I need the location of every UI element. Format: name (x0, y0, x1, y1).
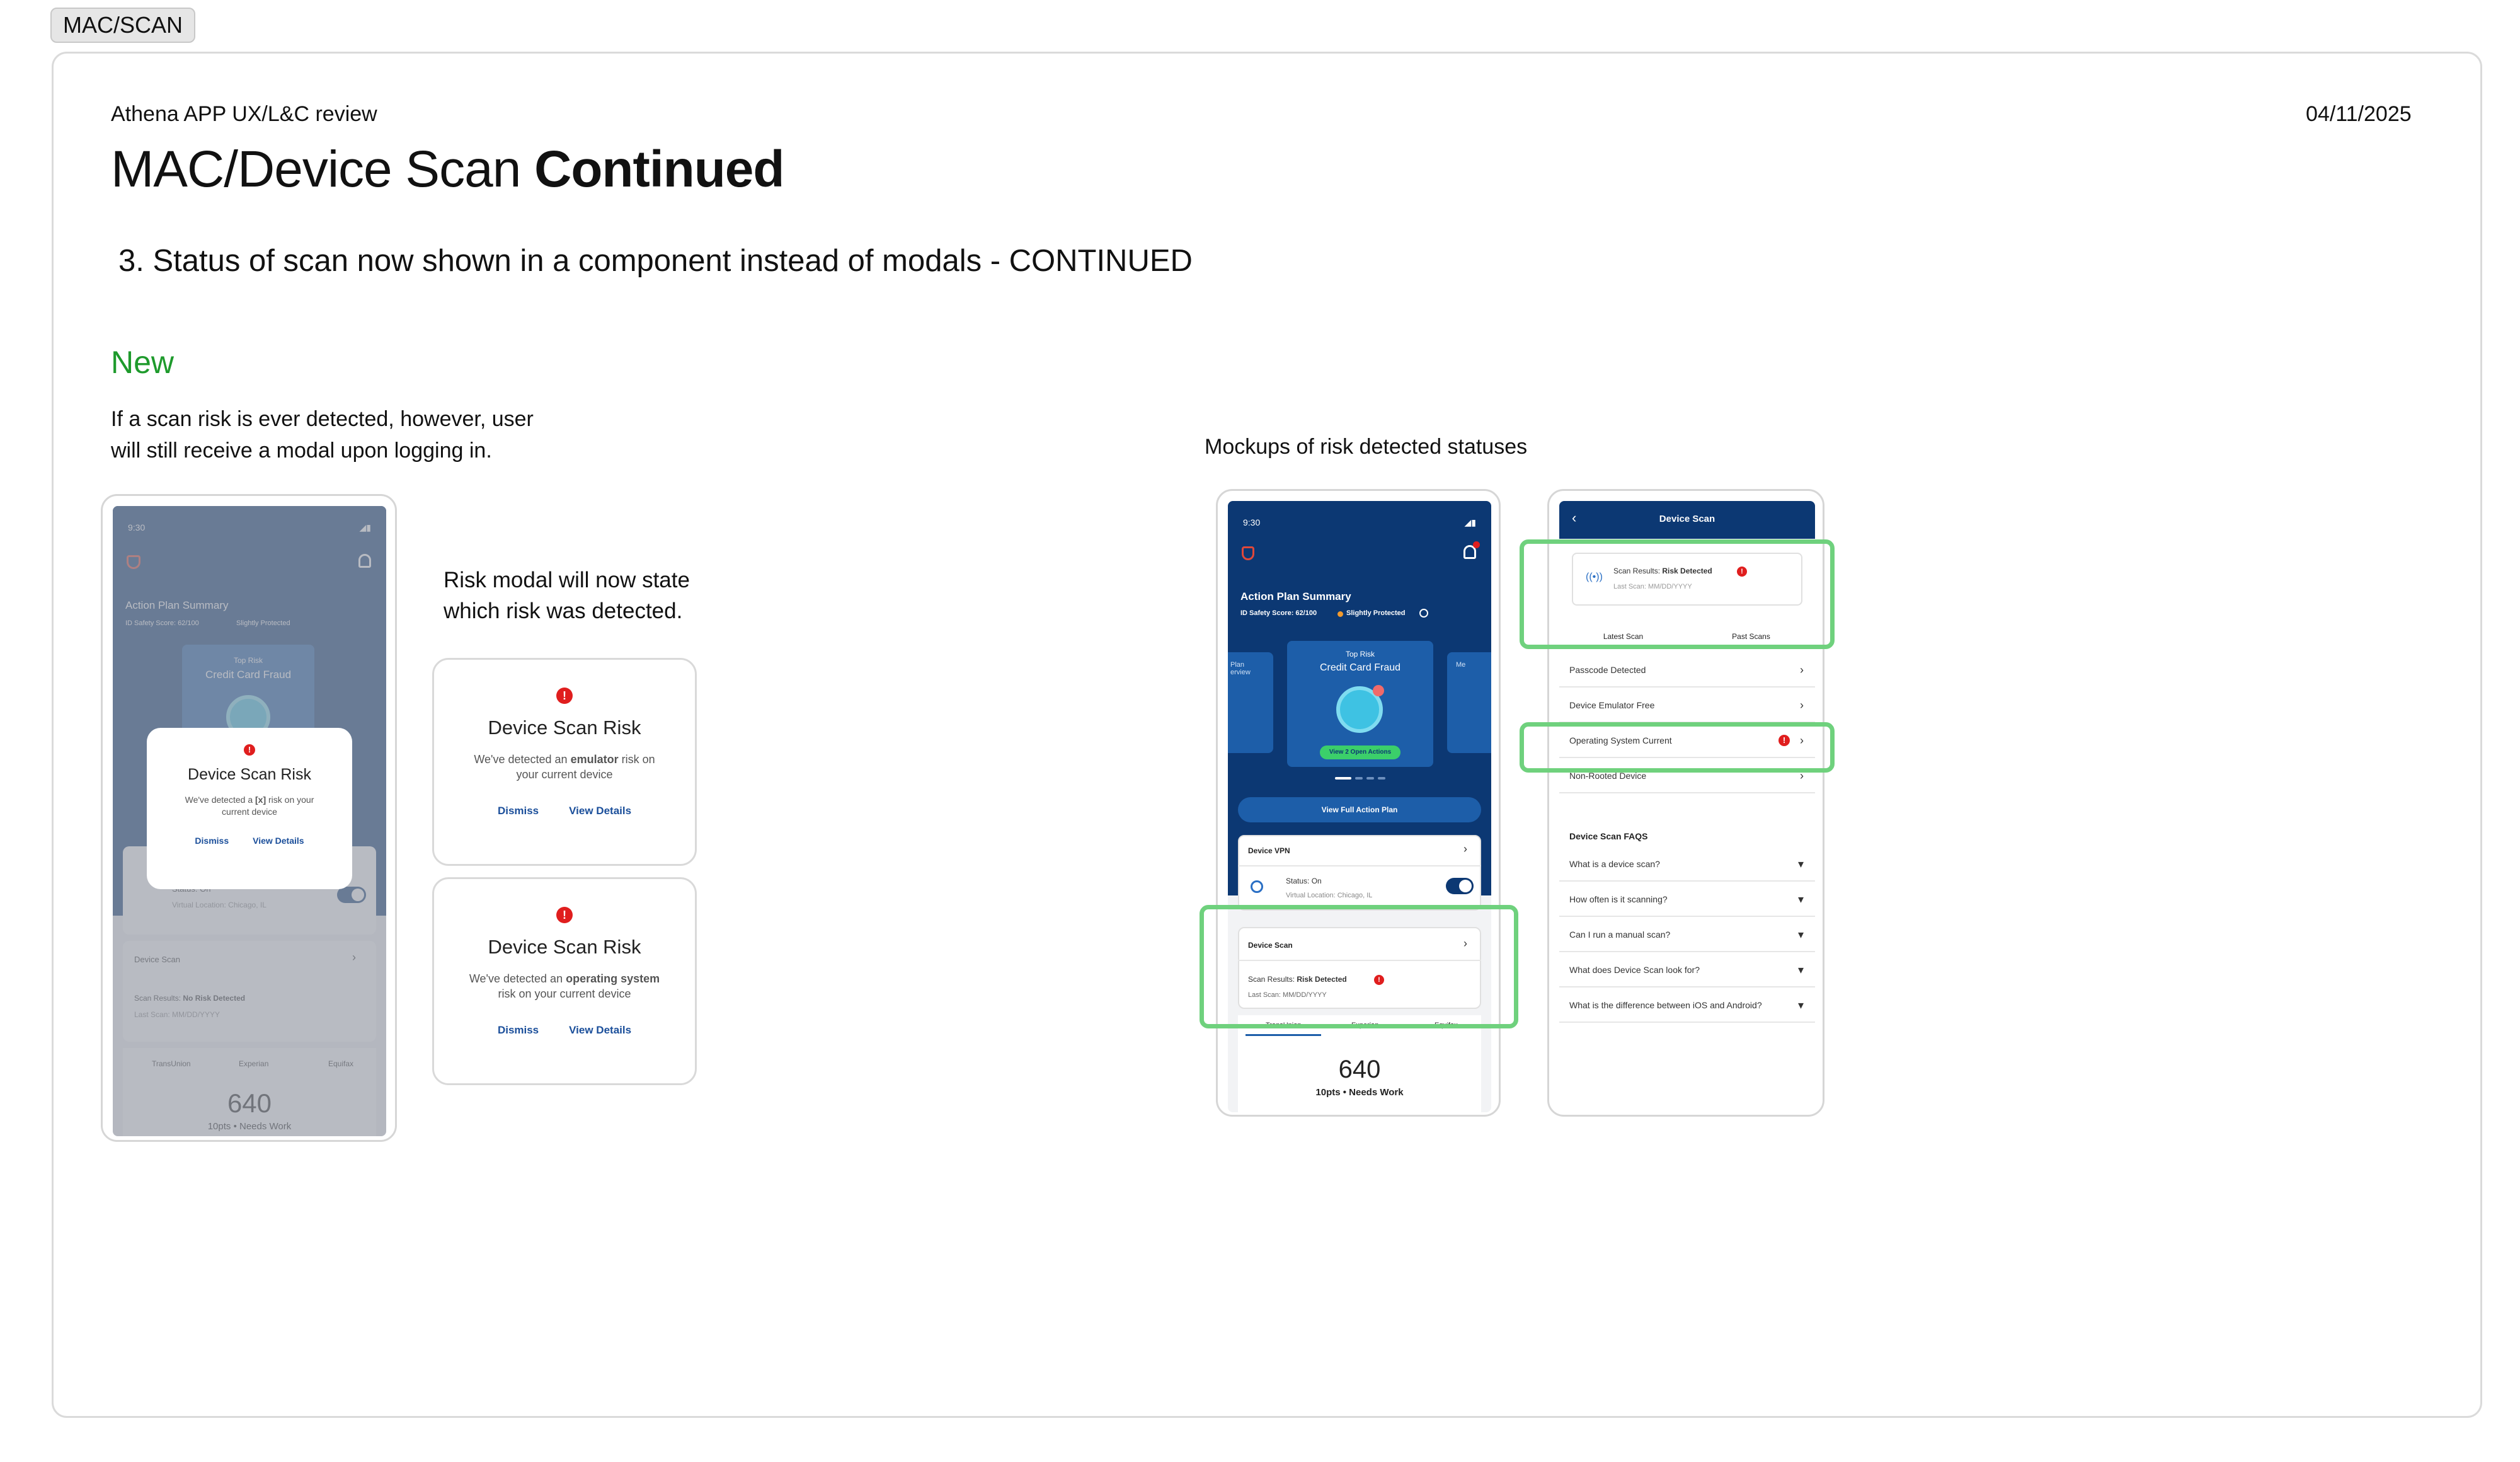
protection-dot (1337, 611, 1343, 617)
modal-body-risk: [x] (255, 795, 266, 805)
alert-icon: ! (556, 688, 573, 704)
next-card-label: Me (1456, 661, 1466, 669)
caret-down-icon: ▾ (1797, 858, 1804, 870)
faq-item[interactable] (1559, 987, 1815, 1023)
alert-icon: ! (1737, 567, 1747, 577)
faq-item[interactable] (1559, 917, 1815, 952)
emulator-risk-modal (432, 658, 697, 866)
prev-card-label (1230, 661, 1251, 676)
prev-card-label-2: erview (1230, 669, 1251, 676)
vpn-location: Virtual Location: Chicago, IL (1286, 892, 1373, 899)
prev-card-label-1: Plan (1230, 661, 1245, 669)
bureau-experian[interactable]: Experian (1351, 1022, 1379, 1029)
review-date: 04/11/2025 (2306, 102, 2412, 126)
modal-body-post: risk on your current device (516, 753, 655, 781)
page-title (111, 140, 784, 199)
caret-down-icon: ▾ (1797, 964, 1804, 976)
tab-past-scans[interactable]: Past Scans (1732, 632, 1770, 641)
modal-actions (434, 805, 695, 817)
vpn-toggle[interactable] (1446, 878, 1474, 894)
section-tag: MAC/SCAN (50, 8, 195, 43)
carousel-dots (1335, 777, 1385, 780)
status-time: 9:30 (1243, 517, 1261, 527)
globe-icon (1251, 880, 1263, 893)
faq-question: Can I run a manual scan? (1569, 930, 1671, 940)
shield-logo-icon (1242, 546, 1254, 560)
bell-badge (1473, 541, 1480, 548)
title-bold: Continued (534, 141, 784, 198)
vpn-status: Status: On (1286, 877, 1322, 885)
faq-item[interactable] (1559, 882, 1815, 917)
review-subtitle: Athena APP UX/L&C review (111, 102, 377, 126)
check-passcode[interactable] (1559, 652, 1815, 688)
view-full-plan-button[interactable]: View Full Action Plan (1238, 797, 1481, 822)
chevron-right-icon: › (1800, 699, 1804, 711)
scan-results-value: Risk Detected (1662, 567, 1712, 575)
signal-icon: ◢▮ (1464, 517, 1476, 527)
last-scan: Last Scan: MM/DD/YYYY (1248, 991, 1327, 999)
vpn-divider (1238, 865, 1481, 866)
scan-results-prefix: Scan Results: (1248, 975, 1297, 984)
faq-item[interactable] (1559, 952, 1815, 987)
last-scan: Last Scan: MM/DD/YYYY (1613, 583, 1692, 590)
modal-body (467, 971, 662, 1001)
risk-modal-note: Risk modal will now state which risk was detected. (444, 568, 690, 623)
dismiss-button[interactable]: Dismiss (497, 805, 539, 817)
modal-body-risk: emulator (570, 753, 619, 766)
alert-icon: ! (556, 907, 573, 923)
info-icon (1419, 609, 1428, 618)
modal-actions (434, 1024, 695, 1037)
tab-latest-scan[interactable]: Latest Scan (1603, 632, 1644, 641)
chevron-right-icon: › (1463, 843, 1467, 855)
check-label: Device Emulator Free (1569, 700, 1655, 710)
faq-list (1559, 846, 1815, 1023)
caret-down-icon: ▾ (1797, 999, 1804, 1011)
modal-body-risk: operating system (566, 972, 660, 985)
alert-icon: ! (1778, 735, 1790, 746)
modal-body (171, 794, 328, 818)
caret-down-icon: ▾ (1797, 893, 1804, 906)
chevron-right-icon: › (1463, 937, 1467, 950)
modal-title: Device Scan Risk (188, 766, 311, 783)
modal-actions (147, 836, 352, 846)
alert-icon: ! (244, 744, 255, 756)
check-label: Operating System Current (1569, 735, 1672, 745)
safety-score: ID Safety Score: 62/100 (1240, 609, 1317, 617)
dismiss-button[interactable]: Dismiss (497, 1024, 539, 1036)
scan-results-value: Risk Detected (1297, 975, 1347, 984)
check-emulator[interactable] (1559, 688, 1815, 723)
modal-body-pre: We've detected an (474, 753, 571, 766)
modal-body-post: risk on your current device (498, 987, 631, 1000)
faq-question: What is the difference between iOS and Android? (1569, 1000, 1762, 1010)
highlight-device-scan-card (1200, 905, 1518, 1028)
chevron-right-icon: › (1800, 734, 1804, 747)
faq-title: Device Scan FAQS (1569, 831, 1648, 841)
back-chevron-icon[interactable]: ‹ (1572, 510, 1577, 526)
highlight-scan-summary (1520, 539, 1835, 649)
modal-title: Device Scan Risk (488, 717, 641, 739)
scan-risk-description: If a scan risk is ever detected, however, user will still receive a modal upon logging in. (111, 407, 534, 463)
caret-down-icon: ▾ (1797, 928, 1804, 941)
dismiss-button[interactable]: Dismiss (195, 836, 229, 846)
protection-status: Slightly Protected (1346, 609, 1406, 617)
detail-header-title: Device Scan (1659, 514, 1715, 524)
faq-question: What does Device Scan look for? (1569, 965, 1700, 975)
scan-radar-icon: ((•)) (1586, 572, 1603, 582)
highlight-os-check (1520, 722, 1835, 773)
credit-score: 640 (1338, 1056, 1381, 1083)
alert-icon: ! (1374, 975, 1384, 985)
bureau-transunion[interactable]: TransUnion (1266, 1022, 1302, 1029)
faq-question: What is a device scan? (1569, 859, 1660, 869)
modal-body-post: risk on your current device (222, 795, 314, 817)
scan-results-prefix: Scan Results: (1613, 567, 1663, 575)
os-risk-modal (432, 877, 697, 1085)
title-regular: MAC/Device Scan (111, 141, 535, 198)
point-heading: 3. Status of scan now shown in a component instead of modals - CONTINUED (118, 244, 1193, 278)
new-label: New (111, 345, 175, 380)
vpn-title: Device VPN (1248, 846, 1290, 855)
chevron-right-icon: › (1800, 664, 1804, 676)
login-modal-phone (101, 494, 397, 1142)
faq-question: How often is it scanning? (1569, 894, 1668, 904)
check-label: Non-Rooted Device (1569, 771, 1647, 781)
check-label: Passcode Detected (1569, 665, 1646, 675)
login-risk-modal (147, 728, 352, 889)
modal-body (467, 752, 662, 782)
modal-body-pre: We've detected a (185, 795, 255, 805)
modal-body-pre: We've detected an (469, 972, 566, 985)
view-details-button[interactable]: View Details (569, 805, 632, 817)
view-details-button[interactable]: View Details (253, 836, 304, 846)
modal-title: Device Scan Risk (488, 936, 641, 958)
view-details-button[interactable]: View Details (569, 1024, 632, 1036)
top-risk-name: Credit Card Fraud (1319, 662, 1401, 673)
mockups-label: Mockups of risk detected statuses (1205, 435, 1528, 459)
bureau-underline (1246, 1034, 1321, 1036)
device-scan-title: Device Scan (1248, 941, 1293, 950)
section-title: Action Plan Summary (1240, 590, 1351, 602)
faq-item[interactable] (1559, 846, 1815, 882)
open-actions-button[interactable]: View 2 Open Actions (1320, 745, 1400, 759)
bureau-equifax[interactable]: Equifax (1435, 1022, 1458, 1029)
top-risk-label: Top Risk (1345, 650, 1375, 659)
next-card (1447, 652, 1491, 753)
risk-meter-badge (1373, 685, 1384, 696)
chevron-right-icon: › (1800, 769, 1804, 782)
credit-change: 10pts • Needs Work (1315, 1087, 1404, 1098)
phone-screen (113, 506, 386, 1136)
